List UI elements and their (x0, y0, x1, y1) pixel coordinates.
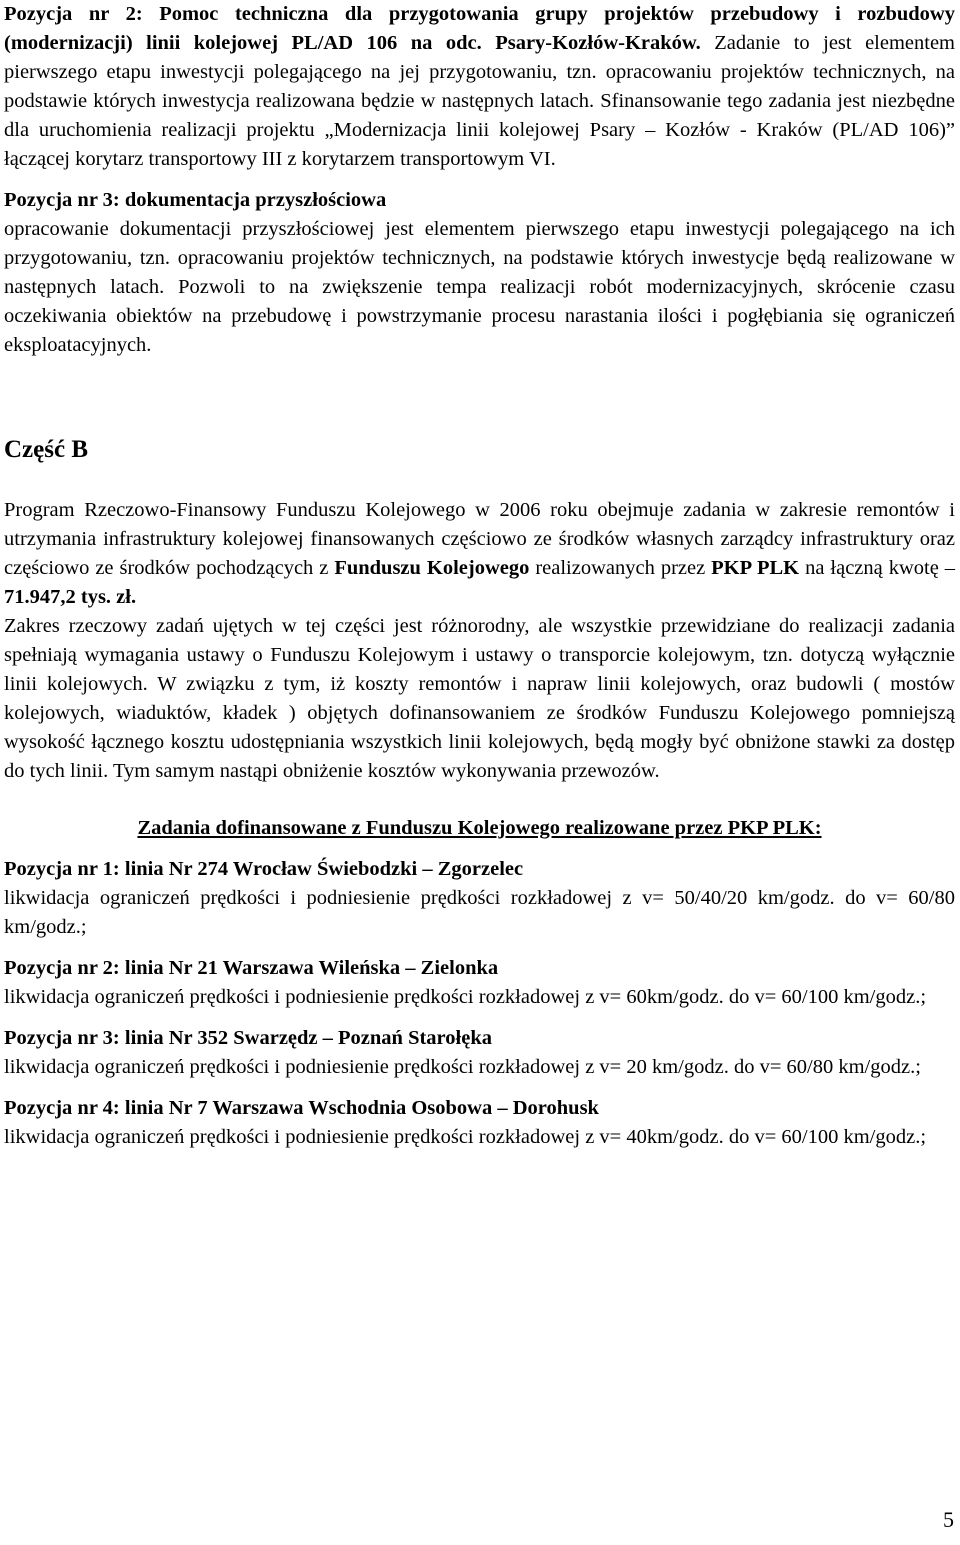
task-position-title: Pozycja nr 2: linia Nr 21 Warszawa Wileńska – Zielonka (4, 957, 499, 979)
task-position-body: likwidacja ograniczeń prędkości i podniesienie prędkości rozkładowej z v= 40km/godz. do v= 60/100 km/godz.; (4, 1126, 927, 1148)
tasks-title: Zadania dofinansowane z Funduszu Kolejowego realizowane przez PKP PLK: (137, 817, 822, 839)
task-position-4 (4, 1094, 955, 1152)
task-position-body: likwidacja ograniczeń prędkości i podniesienie prędkości rozkładowej z v= 50/40/20 km/godz. do v= 60/80 km/godz.; (4, 887, 955, 938)
total-amount: 71.947,2 tys. zł. (4, 586, 137, 608)
document-page (4, 0, 955, 1152)
task-position-body: likwidacja ograniczeń prędkości i podniesienie prędkości rozkładowej z v= 60km/godz. do v= 60/100 km/godz.; (4, 986, 927, 1008)
section-b-intro (4, 496, 955, 612)
task-position-title: Pozycja nr 3: linia Nr 352 Swarzędz – Poznań Starołęka (4, 1027, 492, 1049)
fund-name: Funduszu Kolejowego (334, 557, 530, 579)
company-name: PKP PLK (711, 557, 800, 579)
task-position-1 (4, 855, 955, 942)
page-number: 5 (943, 1507, 954, 1532)
task-position-body: likwidacja ograniczeń prędkości i podniesienie prędkości rozkładowej z v= 20 km/godz. do v= 60/80 km/godz.; (4, 1056, 921, 1078)
intro-text-1: Program Rzeczowo-Finansowy Funduszu Kolejowego w 2006 roku obejmuje zadania w zakresie remontów i utrzymania infrastruktury kolejowej finansowanych częściowo ze środków własnych zarządcy infrastruktury oraz częściowo ze środków pochodzących z (4, 499, 955, 579)
task-position-title: Pozycja nr 4: linia Nr 7 Warszawa Wschodnia Osobowa – Dorohusk (4, 1097, 599, 1119)
position-3-body: opracowanie dokumentacji przyszłościowej jest elementem pierwszego etapu inwestycji polegającego na ich przygotowaniu, tzn. opracowaniu projektów technicznych, na podstawie których inwestycje będą realizowane w następnych latach. Pozwoli to na zwiększenie tempa realizacji robót modernizacyjnych, skrócenie czasu oczekiwania obiektów na przebudowę i powstrzymanie procesu narastania ilości i pogłębiania się ograniczeń eksploatacyjnych. (4, 218, 955, 356)
intro-text-3: na łączną kwotę – (799, 557, 956, 579)
position-2-body: Zadanie to jest elementem pierwszego etapu inwestycji polegającego na jej przygotowaniu, tzn. opracowaniu projektów technicznych, na podstawie których inwestycja realizowana będzie w następnych latach. Sfinansowanie tego zadania jest niezbędne dla uruchomienia realizacji projektu „Modernizacja linii kolejowej Psary – Kozłów - Kraków (PL/AD 106)” łączącej korytarz transportowy III z korytarzem transportowym VI. (4, 32, 956, 170)
task-position-2 (4, 954, 955, 1012)
section-b-body: Zakres rzeczowy zadań ujętych w tej części jest różnorodny, ale wszystkie przewidziane do realizacji zadania spełniają wymagania ustawy o Funduszu Kolejowym i ustawy o transporcie kolejowym, tzn. dotyczą wyłącznie linii kolejowych. W związku z tym, iż koszty remontów i napraw linii kolejowych, oraz budowli ( mostów kolejowych, wiaduktów, kładek ) objętych dofinansowaniem ze środków Funduszu Kolejowego pomniejszą wysokość łącznego kosztu udostępniania wszystkich linii kolejowych, będą mogły być obniżone stawki za dostęp do tych linii. Tym samym nastąpi obniżenie kosztów wykonywania przewozów. (4, 615, 955, 782)
section-b-heading: Część B (4, 436, 88, 463)
intro-text-2: realizowanych przez (529, 557, 712, 579)
task-position-3 (4, 1024, 955, 1082)
task-position-title: Pozycja nr 1: linia Nr 274 Wrocław Świebodzki – Zgorzelec (4, 858, 524, 880)
position-3-title: Pozycja nr 3: dokumentacja przyszłościowa (4, 189, 387, 211)
position-2-title: Pozycja nr 2: Pomoc techniczna dla przygotowania grupy projektów przebudowy i rozbudowy (modernizacji) linii kolejowej PL/AD 106 na odc. Psary-Kozłów-Kraków. (4, 3, 955, 54)
position-2-paragraph (4, 0, 955, 174)
